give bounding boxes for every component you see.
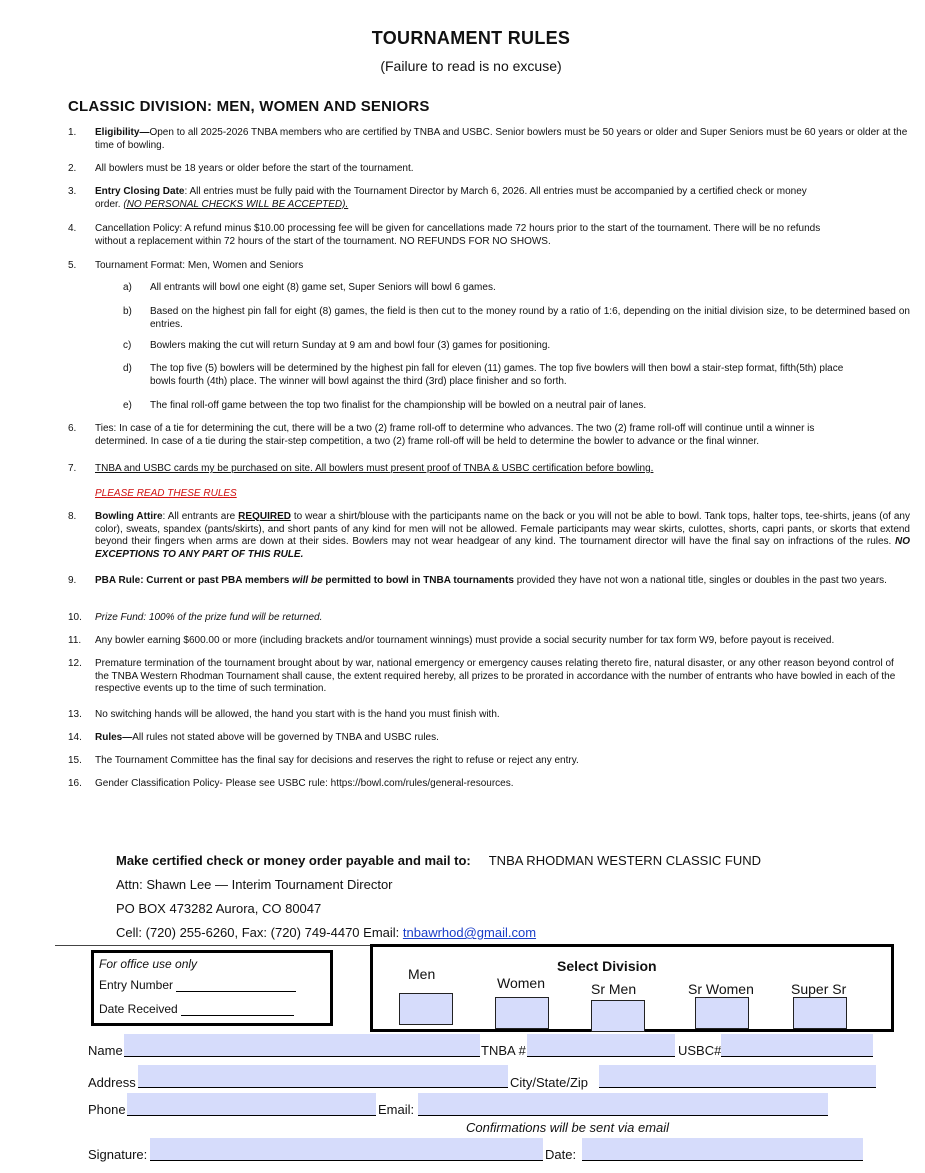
phone-field[interactable] — [127, 1093, 376, 1116]
rule-4 — [68, 223, 910, 248]
confirmation-note: Confirmations will be sent via email — [466, 1120, 670, 1135]
rule-text: Cancellation Policy: A refund minus $10.00 processing fee will be given for cancellations made 72 hours prior to the start of the tournament. There will be no refunds without a replacement within 72 hours of the start of the tournament. NO REFUNDS FOR NO SHOWS. — [95, 223, 821, 247]
mailing-payable — [116, 853, 761, 868]
office-use-box — [91, 950, 333, 1026]
entry-number-label: Entry Number — [99, 978, 174, 992]
name-label: Name — [88, 1043, 123, 1058]
rule-text: : All entries must be fully paid with the Tournament Director by March 6, 2026. All entries must be accompanied by a certified check or money order. — [95, 186, 807, 210]
rule-number: 6. — [68, 423, 77, 434]
section-heading: CLASSIC DIVISION: MEN, WOMEN AND SENIORS — [68, 98, 430, 115]
rule-12 — [68, 658, 910, 696]
rule-5 — [68, 260, 910, 273]
office-entry-number — [99, 978, 296, 992]
subrule-text: The final roll-off game between the top two finalist for the championship will be bowled on a neutral pair of lanes. — [150, 400, 647, 411]
subrule-text: All entrants will bowl one eight (8) game set, Super Seniors will bowl 6 games. — [150, 282, 496, 293]
subrule-letter: b) — [123, 306, 132, 317]
rule-number: 9. — [68, 575, 77, 586]
rule-number: 16. — [68, 778, 82, 789]
rule-5b — [123, 306, 910, 331]
rule-lead: Entry Closing Date — [95, 186, 185, 197]
rule-lead: PBA Rule: Current or past PBA members — [95, 575, 293, 586]
division-title: Select Division — [557, 958, 657, 974]
tnba-field[interactable] — [527, 1034, 675, 1057]
division-men-label: Men — [408, 966, 436, 982]
rule-14 — [68, 732, 910, 745]
rule-8 — [68, 511, 910, 561]
subrule-text: Bowlers making the cut will return Sunday at 9 am and bowl four (3) games for positioning. — [150, 340, 551, 351]
contact-text: Cell: (720) 255-6260, Fax: (720) 749-4470 Email: — [116, 925, 403, 940]
rule-lead: Bowling Attire — [95, 511, 163, 522]
rule-text: All rules not stated above will be governed by TNBA and USBC rules. — [132, 732, 439, 743]
rule-required: REQUIRED — [238, 511, 291, 522]
rule-number: 11. — [68, 635, 82, 646]
office-date-received — [99, 1002, 294, 1016]
date-label: Date: — [545, 1147, 577, 1162]
rule-text: Premature termination of the tournament brought about by war, national emergency or emergency causes relating thereto fire, natural disaster, or any other reason beyond control of the TNBA Western Rhodman Tournament shall cause, the extent required hereby, all prizes to be prorated in accordance with the number of entrants who have bowled in each of the respective events up to the time of such termination. — [95, 658, 896, 695]
rule-2 — [68, 163, 910, 176]
fund-name: TNBA RHODMAN WESTERN CLASSIC FUND — [488, 853, 762, 868]
division-sr-men-label: Sr Men — [591, 981, 637, 997]
division-box — [370, 944, 894, 1032]
rule-number: 15. — [68, 755, 82, 766]
rule-lead: Rules— — [95, 732, 133, 743]
subrule-letter: a) — [123, 282, 132, 293]
rule-lead: Eligibility— — [95, 127, 150, 138]
signature-field[interactable] — [150, 1138, 543, 1161]
rules-notice — [68, 488, 910, 501]
office-title: For office use only — [99, 957, 198, 971]
division-men-checkbox[interactable] — [399, 993, 453, 1025]
rule-5d — [123, 363, 910, 388]
rule-text: Tournament Format: Men, Women and Seniors — [95, 260, 304, 271]
rule-1 — [68, 127, 910, 152]
rule-10 — [68, 612, 910, 625]
mailing-attn: Attn: Shawn Lee — Interim Tournament Director — [116, 877, 393, 892]
email-link[interactable]: tnbawrhod@gmail.com — [402, 925, 537, 940]
rule-6 — [68, 423, 910, 448]
page-subtitle: (Failure to read is no excuse) — [380, 58, 562, 74]
rule-number: 12. — [68, 658, 82, 669]
division-women-label: Women — [497, 975, 545, 991]
rule-text: All bowlers must be 18 years or older before the start of the tournament. — [95, 163, 414, 174]
subrule-text: The top five (5) bowlers will be determined by the highest pin fall for eleven (11) games. The top five bowlers will then bowl a stair-step format, fifth(5th) place bowls fourth (4th) place. The winner will bowl against the third (3rd) place finisher and so forth. — [150, 363, 844, 387]
division-super-sr-checkbox[interactable] — [793, 997, 847, 1029]
name-field[interactable] — [124, 1034, 480, 1057]
division-super-sr-label: Super Sr — [791, 981, 847, 997]
payable-label: Make certified check or money order payable and mail to: — [116, 853, 471, 868]
rule-9 — [68, 572, 910, 589]
rule-number: 13. — [68, 709, 82, 720]
rule-number: 1. — [68, 127, 77, 138]
section-divider — [55, 945, 380, 946]
rule-5a — [123, 282, 910, 295]
rule-text: The Tournament Committee has the final say for decisions and reserves the right to refuse or reject any entry. — [95, 755, 579, 766]
subrule-text: Based on the highest pin fall for eight (8) games, the field is then cut to the money round by a ratio of 1:6, depending on the initial division size, to be determined based on entries. — [150, 306, 910, 330]
rule-number: 14. — [68, 732, 82, 743]
tnba-label: TNBA # — [481, 1043, 526, 1058]
division-sr-women-checkbox[interactable] — [695, 997, 749, 1029]
division-sr-men-checkbox[interactable] — [591, 1000, 645, 1032]
email-label: Email: — [378, 1102, 415, 1117]
rule-lead-mid: will be — [292, 575, 323, 586]
rule-16 — [68, 778, 910, 791]
rule-text: Any bowler earning $600.00 or more (including brackets and/or tournament winnings) must provide a social security number for tax form W9, before payout is received. — [95, 635, 835, 646]
rule-5c — [123, 340, 910, 353]
entry-number-line — [176, 979, 296, 992]
rule-emphasis: (NO PERSONAL CHECKS WILL BE ACCEPTED). — [123, 198, 349, 210]
date-received-label: Date Received — [99, 1002, 178, 1016]
address-field[interactable] — [138, 1065, 508, 1088]
mailing-po-box: PO BOX 473282 Aurora, CO 80047 — [116, 901, 322, 916]
rule-text: provided they have not won a national title, singles or doubles in the past two years. — [513, 575, 887, 586]
rule-text-cont: to wear a shirt/blouse with the participants name on the back or you will not be able to bowl. Tank tops, halter tops, tee-shirts, jeans (of any color), sweats, spandex (pants/skirts), and short pants of any kind for men will not be allowed. Female participants may wear skirts, culottes, shorts, capri pants, or skorts that extend beyond their fingers when arms are down at their sides. Bowlers may not wear headgear of any kind. The tournament director will have the final say on infractions of the rules. — [95, 511, 910, 548]
phone-label: Phone — [88, 1102, 126, 1117]
rule-text: : All entrants are — [162, 511, 239, 522]
rule-15 — [68, 755, 910, 768]
subrule-letter: d) — [123, 363, 132, 374]
rule-emphasis: NO EXCEPTIONS TO ANY PART OF THIS RULE. — [95, 536, 910, 560]
mailing-contact — [116, 925, 536, 940]
rule-11 — [68, 635, 910, 648]
signature-label: Signature: — [88, 1147, 148, 1162]
rule-text: TNBA and USBC cards my be purchased on site. All bowlers must present proof of TNBA & USBC certification before bowling. — [95, 463, 654, 474]
address-label: Address — [88, 1075, 136, 1090]
rule-text: Gender Classification Policy- Please see USBC rule: https://bowl.com/rules/general-resources. — [95, 778, 514, 789]
date-received-line — [181, 1003, 294, 1016]
rule-lead-2: permitted to bowl in TNBA tournaments — [322, 575, 514, 586]
rule-7 — [68, 463, 910, 476]
email-field[interactable] — [418, 1093, 828, 1116]
rule-number: 2. — [68, 163, 77, 174]
rule-text: Open to all 2025-2026 TNBA members who are certified by TNBA and USBC. Senior bowlers must be 50 years or older and Super Seniors must be 60 years or older at the time of bowling. — [95, 127, 908, 151]
date-field[interactable] — [582, 1138, 863, 1161]
rule-number: 5. — [68, 260, 77, 271]
notice-text: PLEASE READ THESE RULES — [95, 488, 237, 499]
rule-text: Prize Fund: 100% of the prize fund will be returned. — [95, 612, 323, 623]
rule-number: 4. — [68, 223, 77, 234]
rule-text: No switching hands will be allowed, the hand you start with is the hand you must finish with. — [95, 709, 500, 720]
rule-3 — [68, 186, 910, 211]
division-women-checkbox[interactable] — [495, 997, 549, 1029]
rule-number: 7. — [68, 463, 77, 474]
rule-number: 8. — [68, 511, 77, 522]
rule-number: 10. — [68, 612, 82, 623]
rule-5e — [123, 400, 910, 413]
page-title: TOURNAMENT RULES — [371, 28, 571, 48]
subrule-letter: e) — [123, 400, 132, 411]
city-state-zip-field[interactable] — [599, 1065, 876, 1088]
rule-text: Ties: In case of a tie for determining the cut, there will be a two (2) frame roll-off to determine who advances. The two (2) frame roll-off will continue until a winner is determined. In case of a tie during the stair-step competition, a two (2) frame roll-off will be held to determine the bowler to advance or the final winner. — [95, 423, 815, 447]
division-sr-women-label: Sr Women — [688, 981, 754, 997]
usbc-field[interactable] — [721, 1034, 873, 1057]
city-state-zip-label: City/State/Zip — [510, 1075, 589, 1090]
rule-number: 3. — [68, 186, 77, 197]
subrule-letter: c) — [123, 340, 132, 351]
rule-13 — [68, 709, 910, 722]
usbc-label: USBC# — [678, 1043, 722, 1058]
